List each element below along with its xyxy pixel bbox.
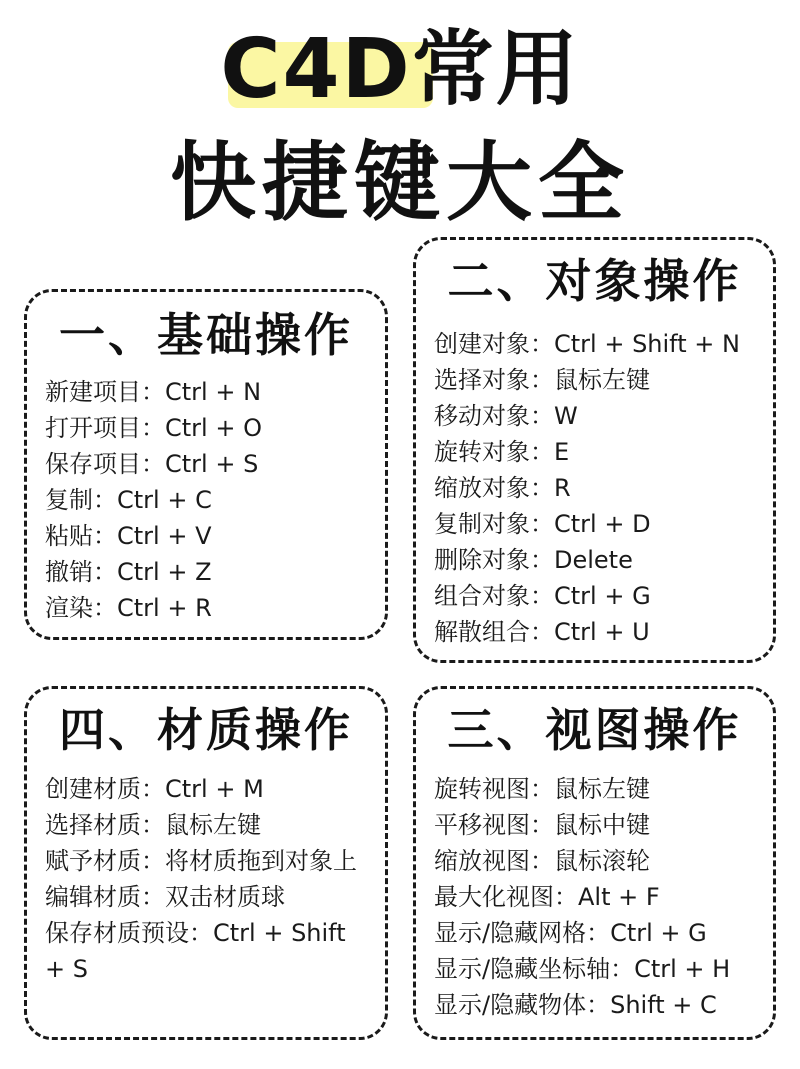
shortcut-item: 渲染：Ctrl + R	[45, 594, 212, 622]
shortcut-list	[45, 771, 371, 987]
shortcut-item: 选择对象：鼠标左键	[434, 366, 650, 394]
shortcut-item: 显示/隐藏物体：Shift + C	[434, 991, 717, 1019]
section-title: 四、材质操作	[59, 703, 353, 757]
section-title: 一、基础操作	[59, 308, 353, 362]
shortcut-item: 显示/隐藏坐标轴：Ctrl + H	[434, 955, 731, 983]
shortcut-item: 显示/隐藏网格：Ctrl + G	[434, 919, 707, 947]
shortcut-item: 保存项目：Ctrl + S	[45, 450, 259, 478]
shortcut-item: 撤销：Ctrl + Z	[45, 558, 212, 586]
shortcut-item: 选择材质：鼠标左键	[45, 811, 261, 839]
shortcut-item: 新建项目：Ctrl + N	[45, 378, 262, 406]
title-line-1	[220, 20, 579, 120]
shortcut-item: 保存材质预设：Ctrl + Shift + S	[45, 919, 346, 983]
shortcut-item: 编辑材质：双击材质球	[45, 883, 285, 911]
shortcut-list	[434, 326, 759, 650]
shortcut-item: 赋予材质：将材质拖到对象上	[45, 847, 357, 875]
section-view-operations	[413, 686, 776, 1040]
shortcut-item: 组合对象：Ctrl + G	[434, 582, 651, 610]
shortcut-item: 创建对象：Ctrl + Shift + N	[434, 330, 740, 358]
shortcut-list	[45, 374, 371, 626]
shortcut-item: 旋转对象：E	[434, 438, 570, 466]
section-title: 三、视图操作	[447, 703, 742, 757]
page-title	[0, 20, 800, 238]
shortcut-item: 创建材质：Ctrl + M	[45, 775, 264, 803]
shortcut-item: 缩放对象：R	[434, 474, 571, 502]
section-basic-operations	[24, 289, 388, 640]
shortcut-item: 复制对象：Ctrl + D	[434, 510, 651, 538]
shortcut-item: 移动对象：W	[434, 402, 578, 430]
shortcut-item: 最大化视图：Alt + F	[434, 883, 660, 911]
title-text-1: C4D常用	[220, 22, 580, 117]
shortcut-item: 平移视图：鼠标中键	[434, 811, 650, 839]
section-title: 二、对象操作	[447, 254, 742, 308]
title-line-2: 快捷键大全	[170, 133, 630, 233]
shortcut-list	[434, 771, 759, 1023]
section-material-operations	[24, 686, 388, 1040]
shortcut-item: 复制：Ctrl + C	[45, 486, 212, 514]
shortcut-item: 旋转视图：鼠标左键	[434, 775, 650, 803]
shortcut-item: 删除对象：Delete	[434, 546, 633, 574]
section-object-operations	[413, 237, 776, 663]
shortcut-item: 打开项目：Ctrl + O	[45, 414, 262, 442]
shortcut-item: 粘贴：Ctrl + V	[45, 522, 212, 550]
shortcut-item: 解散组合：Ctrl + U	[434, 618, 650, 646]
shortcut-item: 缩放视图：鼠标滚轮	[434, 847, 650, 875]
